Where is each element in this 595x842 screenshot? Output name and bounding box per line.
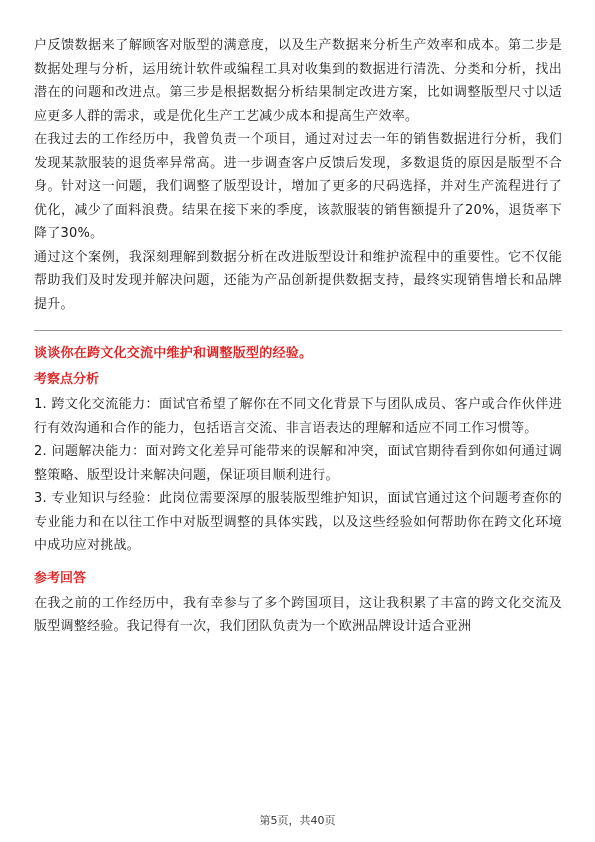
analysis-item: 2. 问题解决能力：面对跨文化差异可能带来的误解和冲突，面试官期待看到你如何通过调整策略、版型设计来解决问题，保证项目顺利进行。 xyxy=(34,444,562,483)
body-paragraph: 户反馈数据来了解顾客对版型的满意度，以及生产数据来分析生产效率和成本。第二步是数据处理与分析，运用统计软件或编程工具对收集到的数据进行清洗、分类和分析，找出潜在的问题和改进点。第三步是根据数据分析结果制定改进方案，比如调整版型尺寸以适应更多人群的需求，或是优化生产工艺减少成本和提高生产效率。 xyxy=(34,38,562,124)
analysis-item: 3. 专业知识与经验：此岗位需要深厚的服装版型维护知识，面试官通过这个问题考查你的专业能力和在以往工作中对版型调整的具体实践，以及这些经验如何帮助你在跨文化环境中成功应对挑战。 xyxy=(34,491,562,553)
question-heading: 谈谈你在跨文化交流中维护和调整版型的经验。 xyxy=(34,346,313,361)
answer-paragraph: 在我之前的工作经历中，我有幸参与了多个跨国项目，这让我积累了丰富的跨文化交流及版型调整经验。我记得有一次，我们团队负责为一个欧洲品牌设计适合亚洲 xyxy=(34,595,562,634)
body-paragraph: 通过这个案例，我深刻理解到数据分析在改进版型设计和维护流程中的重要性。它不仅能帮助我们及时发现并解决问题，还能为产品创新提供数据支持，最终实现销售增长和品牌提升。 xyxy=(34,249,562,312)
analysis-item: 1. 跨文化交流能力：面试官希望了解你在不同文化背景下与团队成员、客户或合作伙伴进行有效沟通和合作的能力，包括语言交流、非言语表达的理解和适应不同工作习惯等。 xyxy=(34,397,562,436)
page-content xyxy=(34,34,562,639)
answer-heading: 参考回答 xyxy=(34,570,87,586)
page-number-footer: 第5页，共40页 xyxy=(259,814,336,827)
analysis-heading: 考察点分析 xyxy=(34,372,100,387)
section-divider xyxy=(34,330,562,331)
body-paragraph: 在我过去的工作经历中，我曾负责一个项目，通过对过去一年的销售数据进行分析，我们发现某款服装的退货率异常高。进一步调查客户反馈后发现，多数退货的原因是版型不合身。针对这一问题，我们调整了版型设计，增加了更多的尺码选择，并对生产流程进行了优化，减少了面料浪费。结果在接下来的季度，该款服装的销售额提升了20%，退货率下降了30%。 xyxy=(34,132,562,241)
